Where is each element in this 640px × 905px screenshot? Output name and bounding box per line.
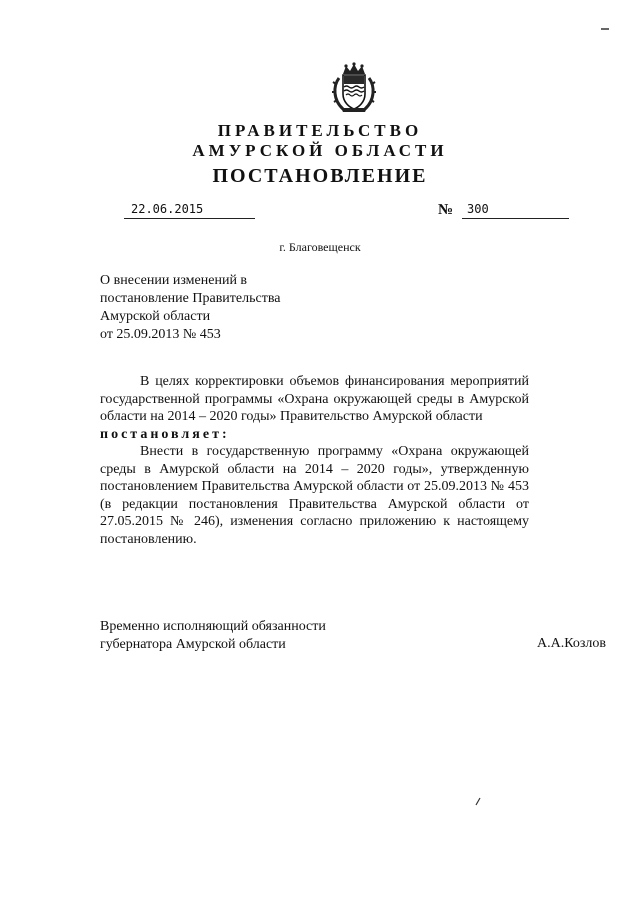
document-date: 22.06.2015	[131, 202, 204, 216]
organization-name-line2: АМУРСКОЙ ОБЛАСТИ	[192, 141, 448, 160]
document-subject	[100, 272, 360, 344]
document-body	[100, 373, 529, 548]
subject-line: постановление Правительства	[100, 291, 281, 306]
signatory-name: А.А.Козлов	[537, 636, 606, 651]
number-sign: №	[438, 202, 454, 218]
city-name: г. Благовещенск	[279, 240, 361, 254]
number-underline	[462, 218, 569, 219]
organization-name-line1: ПРАВИТЕЛЬСТВО	[217, 121, 423, 140]
signatory-position-line2: губернатора Амурской области	[100, 637, 286, 652]
signatory-position-line1: Временно исполняющий обязанности	[100, 619, 326, 634]
scan-mark	[600, 26, 610, 32]
document-type-title: ПОСТАНОВЛЕНИЕ	[212, 165, 428, 187]
subject-line: Амурской области	[100, 309, 211, 324]
decree-word: постановляет:	[100, 426, 230, 442]
subject-line: О внесении изменений в	[100, 273, 248, 288]
scan-mark	[474, 797, 482, 807]
date-underline	[124, 218, 255, 219]
decree-paragraph: Внести в государственную программу «Охрана окружающей среды в Амурской области на 2014 – 2020 годы», утвержденную постановлением Правительства Амурской области от 25.09.2013 № 453 (в редакции постановления Правительства Амурской области от 27.05.2015 № 246), изменения согласно приложению к настоящему постановлению.	[100, 444, 529, 547]
signatory-position	[100, 618, 326, 654]
coat-of-arms-icon	[331, 62, 377, 114]
subject-line: от 25.09.2013 № 453	[100, 327, 221, 342]
document-number: 300	[467, 202, 489, 216]
preamble-paragraph: В целях корректировки объемов финансирования мероприятий государственной программы «Охрана окружающей среды в Амурской области на 2014 – 2020 годы» Правительство Амурской области	[100, 374, 529, 424]
